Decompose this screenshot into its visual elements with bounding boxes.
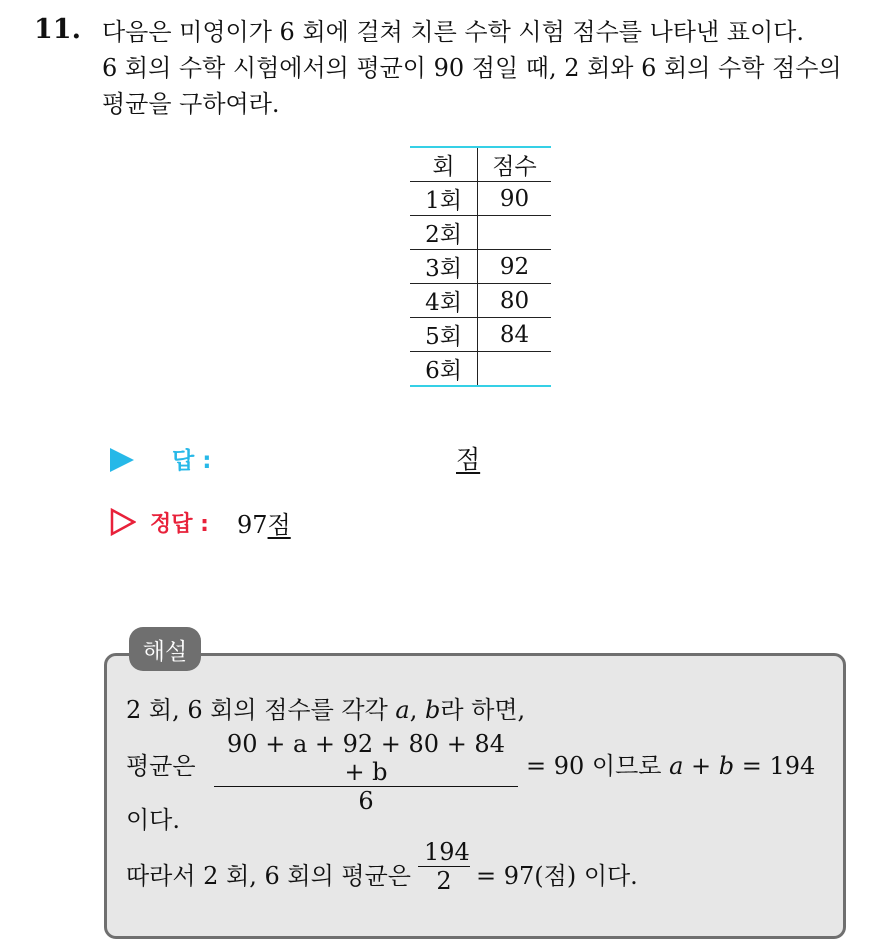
exp-line2-eq: a + b: [669, 752, 735, 780]
header-round: 회: [410, 147, 478, 182]
round-cell: 1회: [410, 182, 478, 216]
result-fraction: [418, 838, 470, 895]
explanation-line-2-pre: 평균은: [126, 752, 196, 780]
correct-answer-value: [237, 505, 291, 540]
score-cell: 84: [478, 318, 552, 352]
question-line-3: 평균을 구하여라.: [102, 90, 280, 118]
round-cell: 2회: [410, 216, 478, 250]
exp-line1-pre: 2 회, 6 회의 점수를 각각: [126, 696, 396, 724]
score-cell: [478, 352, 552, 387]
exp-line2-eq-val: = 194: [734, 752, 816, 780]
explanation-line-3: 이다.: [126, 806, 180, 834]
header-score: 점수: [478, 147, 552, 182]
question-text: [102, 14, 872, 122]
outline-triangle-icon: [110, 508, 136, 536]
answer-label: 답 :: [172, 448, 212, 474]
var-b: b: [425, 696, 441, 724]
var-a: a: [395, 696, 410, 724]
score-cell: 90: [478, 182, 552, 216]
explanation-line-4-post: = 97(점) 이다.: [476, 862, 638, 890]
score-table: [410, 146, 551, 387]
round-cell: 6회: [410, 352, 478, 387]
question-number: 11.: [34, 14, 81, 45]
correct-answer-unit: 점: [267, 511, 291, 539]
question-line-2: 6 회의 수학 시험에서의 평균이 90 점일 때, 2 회와 6 회의 수학 점수의: [102, 54, 842, 82]
exp-line2-post-pre: = 90 이므로: [526, 752, 670, 780]
score-cell: 92: [478, 250, 552, 284]
explanation-line-4-pre: 따라서 2 회, 6 회의 평균은: [126, 862, 411, 890]
fraction-numerator: 90 + a + 92 + 80 + 84 + b: [227, 730, 505, 786]
score-cell: [478, 216, 552, 250]
correct-answer-label: 정답 :: [150, 512, 209, 537]
fraction-numerator: 194: [424, 838, 470, 866]
round-cell: 5회: [410, 318, 478, 352]
answer-unit: 점: [456, 445, 481, 474]
filled-triangle-icon: [110, 448, 134, 472]
table-row: [410, 250, 551, 284]
explanation-tab: 해설: [129, 627, 201, 671]
exp-line1-post: 라 하면,: [440, 696, 526, 724]
table-row: [410, 352, 551, 387]
round-cell: 3회: [410, 250, 478, 284]
question-line-1: 다음은 미영이가 6 회에 걸쳐 치른 수학 시험 점수를 나타낸 표이다.: [102, 18, 804, 46]
round-cell: 4회: [410, 284, 478, 318]
explanation-line-2-post: [526, 746, 815, 781]
exp-sep: ,: [409, 696, 425, 724]
table-row: [410, 182, 551, 216]
table-header-row: [410, 147, 551, 182]
fraction-denominator: 6: [358, 787, 374, 815]
correct-answer-number: 97: [237, 511, 268, 539]
table-row: [410, 216, 551, 250]
score-cell: 80: [478, 284, 552, 318]
fraction-denominator: 2: [436, 867, 452, 895]
table-row: [410, 284, 551, 318]
table-row: [410, 318, 551, 352]
explanation-line-1: [126, 690, 525, 725]
average-fraction: [214, 730, 518, 815]
